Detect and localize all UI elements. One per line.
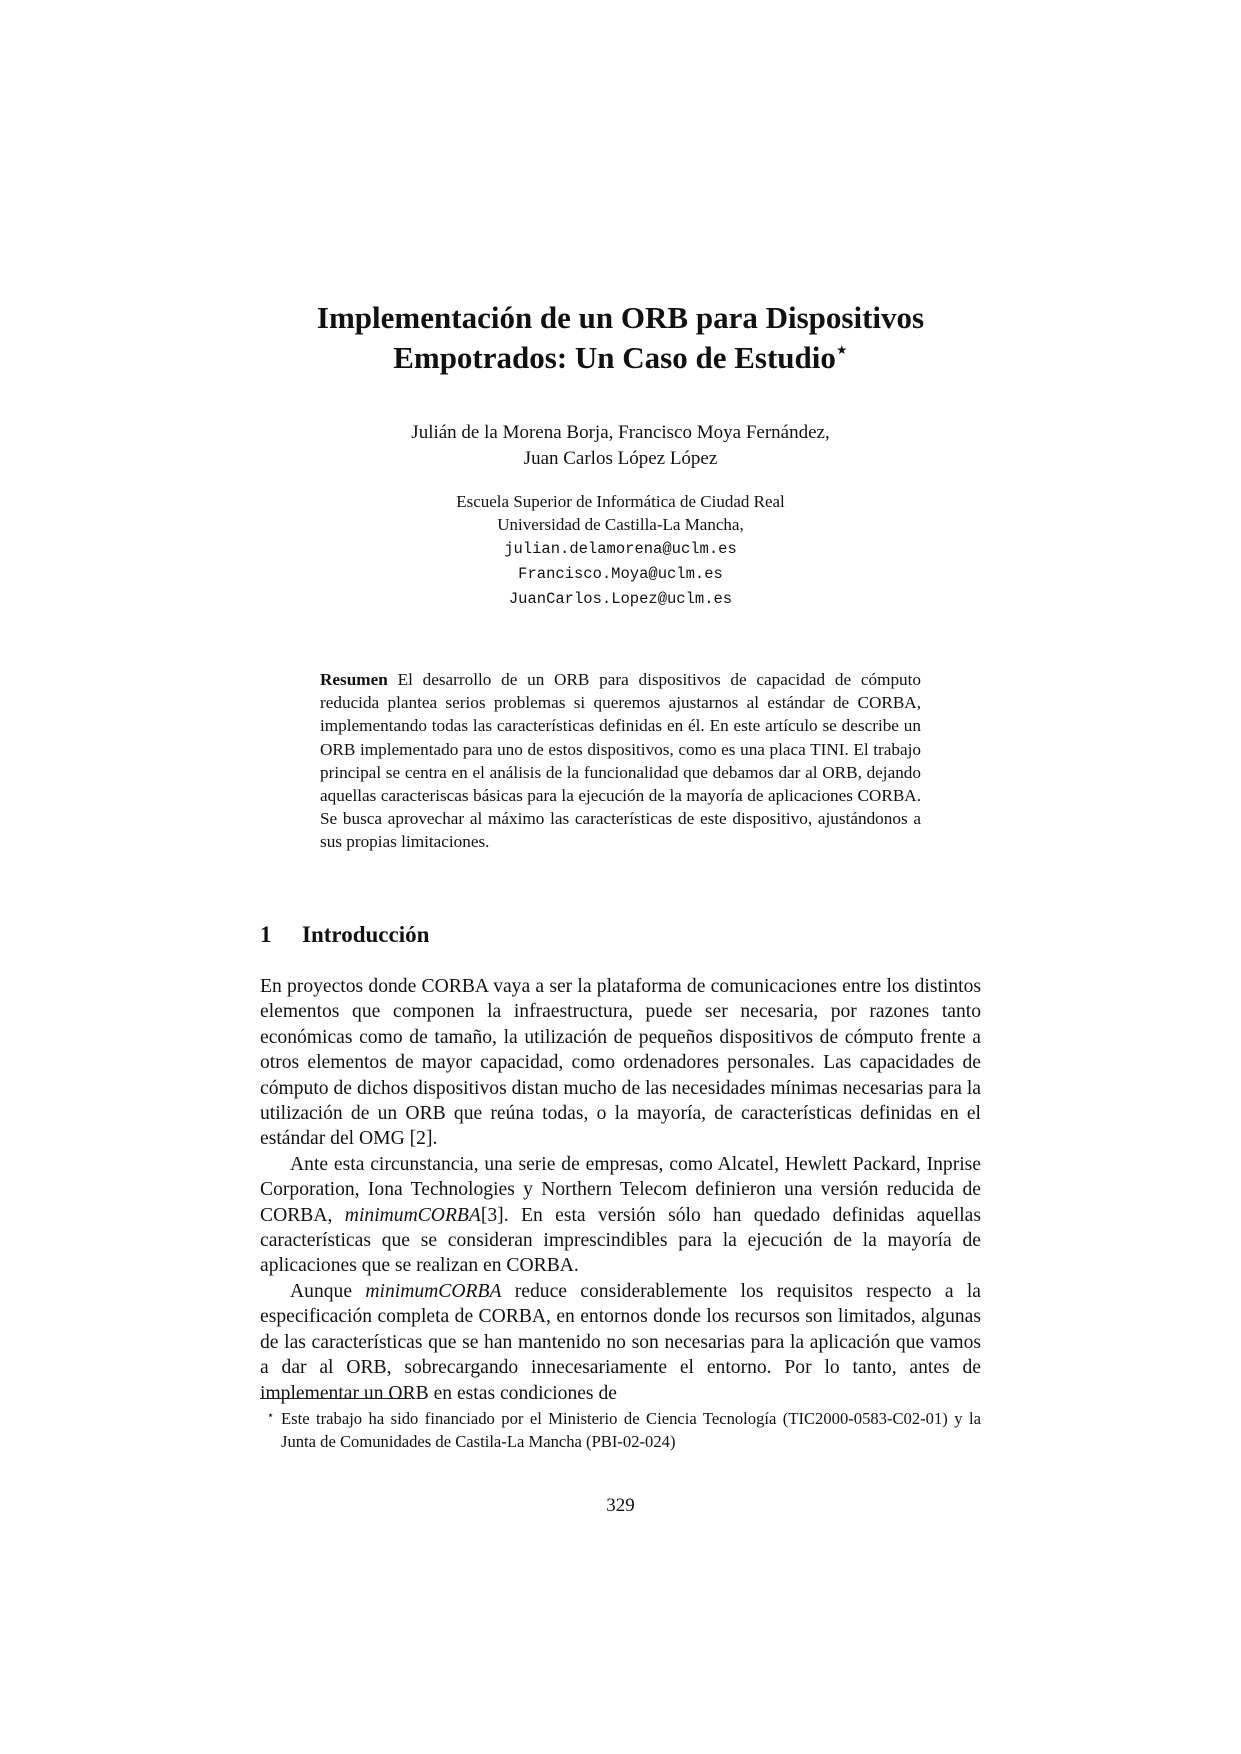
email-address: Francisco.Moya@uclm.es	[518, 565, 723, 583]
author-list	[0, 420, 1241, 472]
affiliation-block	[0, 490, 1241, 611]
page-number: 329	[606, 1495, 635, 1516]
footnote-divider	[260, 1398, 411, 1399]
paragraph-text: Ante esta circunstancia, una serie de empresas, como Alcatel, Hewlett Packard, Inprise Corporation, Iona Technologies y Northern Telecom definieron una versión reducida de CORBA,	[260, 1153, 981, 1226]
body-paragraph: En proyectos donde CORBA vaya a ser la plataforma de comunicaciones entre los distintos elementos que componen la infraestructura, puede ser necesaria, por razones tanto económicas como de tamaño, la utilización de pequeños dispositivos de cómputo frente a otros elementos de mayor capacidad, como ordenadores personales. Las capacidades de cómputo de dichos dispositivos distan mucho de las necesidades mínimas necesarias para la utilización de un ORB que reúna todas, o la mayoría, de características definidas en el estándar del OMG [2].	[260, 976, 981, 1150]
footnote	[260, 1404, 981, 1453]
authors-line-1: Julián de la Morena Borja, Francisco Moya Fernández,	[411, 422, 830, 443]
abstract-label: Resumen	[320, 670, 388, 689]
section-title: Introducción	[302, 922, 430, 947]
paragraph-text: [3]. En esta versión sólo han quedado definidas aquellas características que se consideran imprescindibles para la ejecución de la mayoría de aplicaciones que se realizan en CORBA.	[260, 1204, 981, 1277]
abstract	[320, 668, 921, 854]
affiliation-line-1: Escuela Superior de Informática de Ciudad Real	[456, 492, 785, 511]
authors-line-2: Juan Carlos López López	[523, 448, 718, 469]
footnote-text: Este trabajo ha sido financiado por el Ministerio de Ciencia Tecnología (TIC2000-0583-C02-01) y la Junta de Comunidades de Castila-La Mancha (PBI-02-024)	[281, 1409, 981, 1451]
affiliation-line-2: Universidad de Castilla-La Mancha,	[497, 515, 744, 534]
body-paragraph	[260, 1279, 981, 1406]
paragraph-text: Aunque	[290, 1280, 366, 1302]
body-text	[260, 974, 981, 1406]
section-heading	[260, 920, 429, 950]
body-paragraph	[260, 1152, 981, 1279]
email-address: JuanCarlos.Lopez@uclm.es	[508, 590, 733, 608]
footnote-mark: ⋆	[266, 1408, 275, 1422]
title-line-1: Implementación de un ORB para Dispositivos	[316, 300, 925, 335]
paragraph-text: reduce considerablemente los requisitos respecto a la especificación completa de CORBA, en entornos donde los recursos son limitados, algunas de las características que se han mantenido no son necesarias para la aplicación que vamos a dar al ORB, sobrecargando innecesariamente el entorno. Por lo tanto, antes de implementar un ORB en estas condiciones de	[260, 1280, 982, 1404]
title-footnote-mark: ⋆	[835, 340, 848, 361]
title-line-2: Empotrados: Un Caso de Estudio	[393, 340, 836, 375]
emphasis-term: minimumCORBA	[344, 1204, 481, 1226]
emphasis-term: minimumCORBA	[365, 1280, 502, 1302]
paper-title	[0, 298, 1241, 378]
abstract-text: El desarrollo de un ORB para dispositivos de capacidad de cómputo reducida plantea serios problemas si queremos ajustarnos al estándar de CORBA, implementando todas las características definidas en él. En este artículo se describe un ORB implementado para uno de estos dispositivos, como es una placa TINI. El trabajo principal se centra en el análisis de la funcionalidad que debamos dar al ORB, dejando aquellas caracteriscas básicas para la ejecución de la mayoría de aplicaciones CORBA. Se busca aprovechar al máximo las características de este dispositivo, ajustándonos a sus propias limitaciones.	[320, 670, 922, 852]
section-number: 1	[260, 922, 272, 947]
email-address: julian.delamorena@uclm.es	[504, 540, 737, 558]
